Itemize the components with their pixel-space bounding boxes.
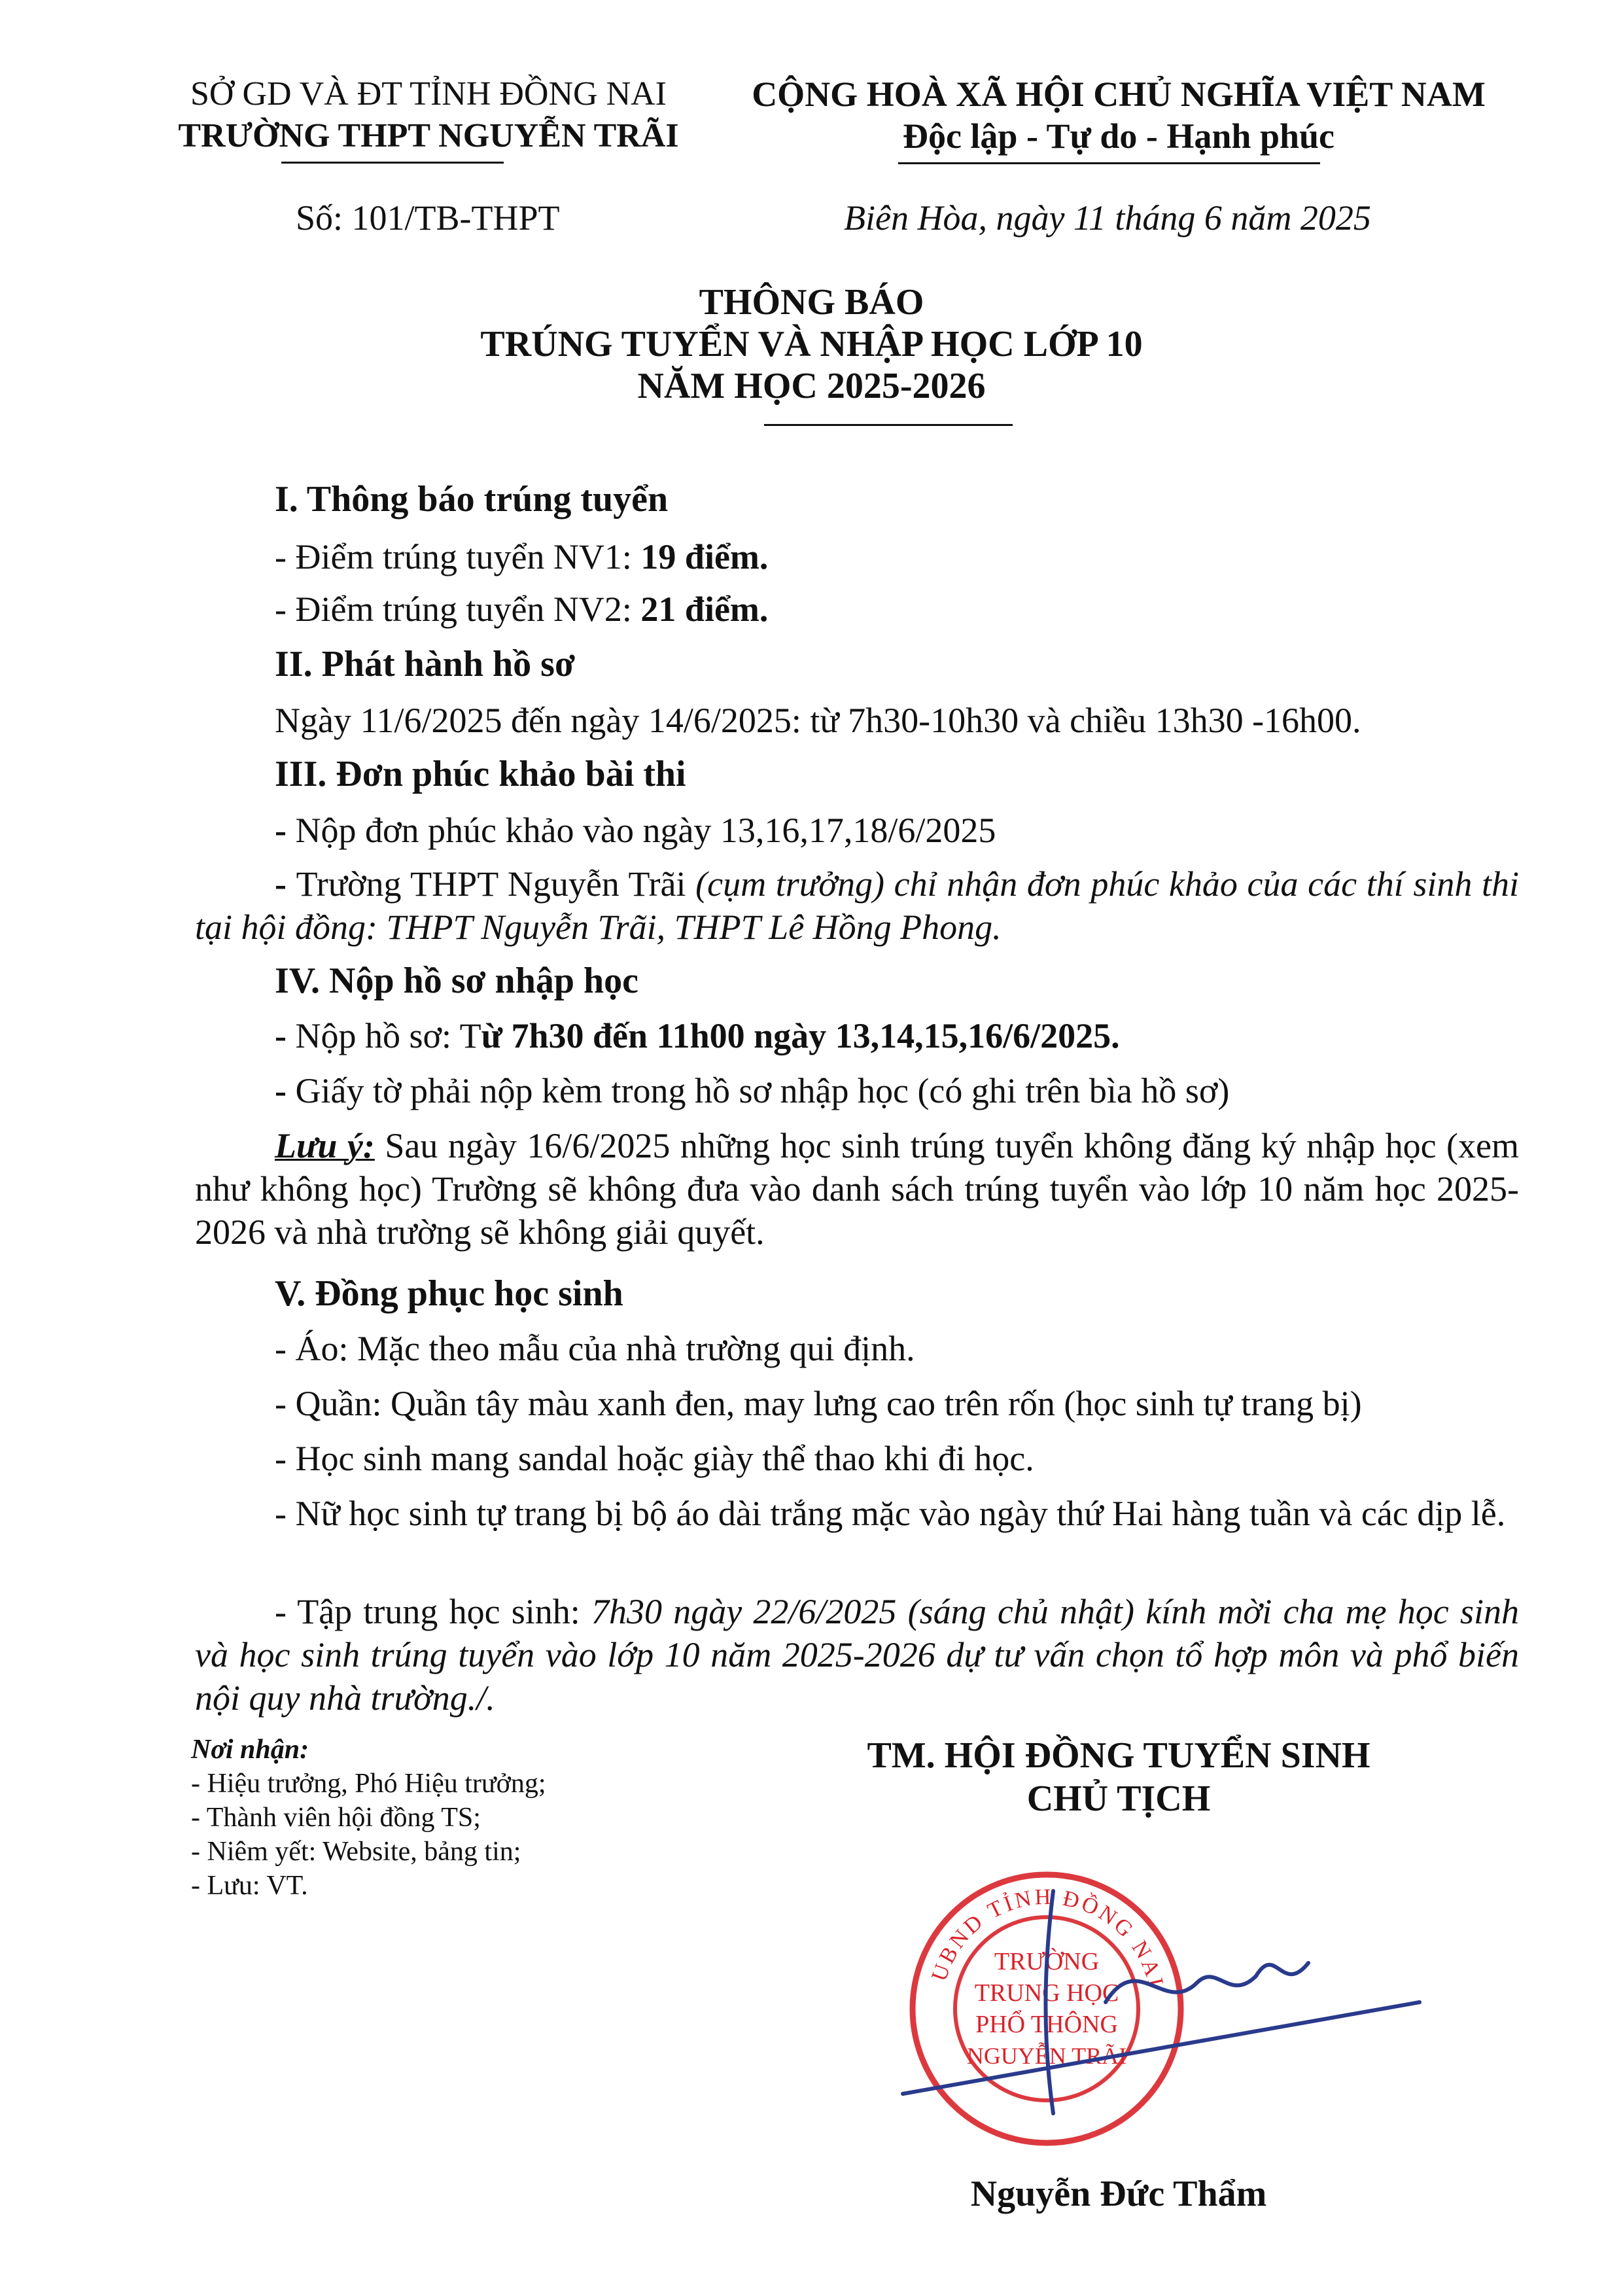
section3-line1 — [275, 809, 996, 852]
dash: - — [275, 1016, 296, 1055]
section4-note — [195, 1124, 1519, 1254]
dash: - — [275, 811, 296, 850]
header-right — [720, 73, 1518, 157]
section1-nv2 — [275, 588, 768, 631]
signer-name: Nguyễn Đức Thẩm — [970, 2174, 1267, 2214]
dash: - — [275, 1071, 296, 1110]
section5-line2: - Quần: Quần tây màu xanh đen, may lưng cao trên rốn (học sinh tự trang bị) — [275, 1384, 1362, 1423]
nv2-label: - Điểm trúng tuyển NV2: — [275, 590, 641, 629]
dash: - — [275, 864, 296, 904]
school-underline — [281, 162, 504, 164]
stamp-outer-text: UBND TỈNH ĐỒNG NAI — [927, 1884, 1168, 1991]
section4-line1-bold: ừ 7h30 đến 11h00 ngày 13,14,15,16/6/2025. — [481, 1016, 1120, 1055]
country-name: CỘNG HOÀ XÃ HỘI CHỦ NGHĨA VIỆT NAM — [752, 75, 1486, 114]
section5-line5-italic: 7h30 ngày 22/6/2025 (sáng chủ nhật) kính mời cha mẹ học sinh và học sinh trúng tuyển vào lớp 10 năm 2025-2026 dự tư vấn chọn tổ hợp môn và phổ biến nội quy nhà trường./. — [195, 1592, 1519, 1718]
section3-line1-text: Nộp đơn phúc khảo vào ngày 13,16,17,18/6/2025 — [295, 811, 996, 850]
section5-line4: - Nữ học sinh tự trang bị bộ áo dài trắng mặc vào ngày thứ Hai hàng tuần và các dịp lễ. — [275, 1494, 1506, 1533]
recipient-item: - Hiệu trưởng, Phó Hiệu trưởng; — [191, 1769, 546, 1799]
stamp-line3: PHỔ THÔNG — [975, 2011, 1118, 2038]
recipient-item: - Niêm yết: Website, bảng tin; — [191, 1837, 521, 1867]
section3-line2 — [195, 862, 1519, 949]
stamp-line4: NGUYỄN TRÃI — [966, 2043, 1127, 2069]
section5-heading: V. Đồng phục học sinh — [275, 1273, 623, 1314]
agency-name: SỞ GD VÀ ĐT TỈNH ĐỒNG NAI — [190, 75, 667, 113]
place-date: Biên Hòa, ngày 11 tháng 6 năm 2025 — [844, 198, 1371, 238]
section4-line1-normal: Nộp hồ sơ: T — [295, 1016, 481, 1055]
title-underline — [764, 424, 1013, 426]
recipients — [191, 1733, 546, 1903]
section4-line2 — [275, 1069, 1229, 1112]
recipient-item: - Thành viên hội đồng TS; — [191, 1803, 481, 1833]
section4-line1 — [275, 1014, 1120, 1057]
section1-nv1 — [275, 535, 768, 578]
section5-line5-normal: - Tập trung học sinh: — [275, 1592, 592, 1631]
motto-underline — [898, 162, 1320, 164]
nv2-value: 21 điểm. — [640, 590, 769, 629]
title-line3: NĂM HỌC 2025-2026 — [637, 366, 986, 406]
official-stamp-and-signature — [890, 1852, 1452, 2166]
stamp-line2: TRUNG HỌC — [974, 1979, 1119, 2007]
signature-role2: CHỦ TỊCH — [1026, 1778, 1211, 1819]
section2-heading: II. Phát hành hồ sơ — [275, 644, 575, 684]
section1-heading: I. Thông báo trúng tuyển — [275, 479, 669, 520]
nv1-label: - Điểm trúng tuyển NV1: — [275, 537, 641, 576]
section2-text: Ngày 11/6/2025 đến ngày 14/6/2025: từ 7h30-10h30 và chiều 13h30 -16h00. — [275, 701, 1361, 740]
section4-heading: IV. Nộp hồ sơ nhập học — [275, 961, 638, 1001]
motto: Độc lập - Tự do - Hạnh phúc — [902, 116, 1335, 156]
document-number: Số: 101/TB-THPT — [296, 198, 560, 238]
note-text: Sau ngày 16/6/2025 những học sinh trúng tuyển không đăng ký nhập học (xem như không học) Trường sẽ không đưa vào danh sách trúng tuyển vào lớp 10 năm học 2025-2026 và nhà trường sẽ không giải quyết. — [195, 1126, 1519, 1252]
signature-role1: TM. HỘI ĐỒNG TUYỂN SINH — [867, 1735, 1370, 1776]
section3-line2-italic: (cụm trưởng) chỉ nhận đơn phúc khảo của các thí sinh thi tại hội đồng: THPT Nguyễn Trãi, THPT Lê Hồng Phong. — [195, 864, 1519, 947]
section5-line5 — [195, 1590, 1519, 1720]
stamp-line1: TRƯỜNG — [994, 1948, 1100, 1975]
recipients-title: Nơi nhận: — [191, 1735, 309, 1765]
section3-heading: III. Đơn phúc khảo bài thi — [275, 754, 686, 794]
signature-block — [785, 1734, 1452, 1820]
school-name: TRƯỜNG THPT NGUYỄN TRÃI — [178, 117, 679, 154]
title-line2: TRÚNG TUYỂN VÀ NHẬP HỌC LỚP 10 — [480, 324, 1143, 364]
section5-line3: - Học sinh mang sandal hoặc giày thể thao khi đi học. — [275, 1439, 1034, 1478]
title-line1: THÔNG BÁO — [699, 282, 924, 323]
section5-line1: - Áo: Mặc theo mẫu của nhà trường qui định. — [275, 1329, 915, 1368]
document-title — [0, 281, 1623, 407]
recipient-item: - Lưu: VT. — [191, 1871, 308, 1901]
note-label: Lưu ý: — [275, 1126, 375, 1165]
header-left — [144, 73, 713, 157]
section3-line2-normal: Trường THPT Nguyễn Trãi — [296, 864, 696, 904]
nv1-value: 19 điểm. — [640, 537, 769, 576]
section4-line2-text: Giấy tờ phải nộp kèm trong hồ sơ nhập học (có ghi trên bìa hồ sơ) — [295, 1071, 1230, 1110]
